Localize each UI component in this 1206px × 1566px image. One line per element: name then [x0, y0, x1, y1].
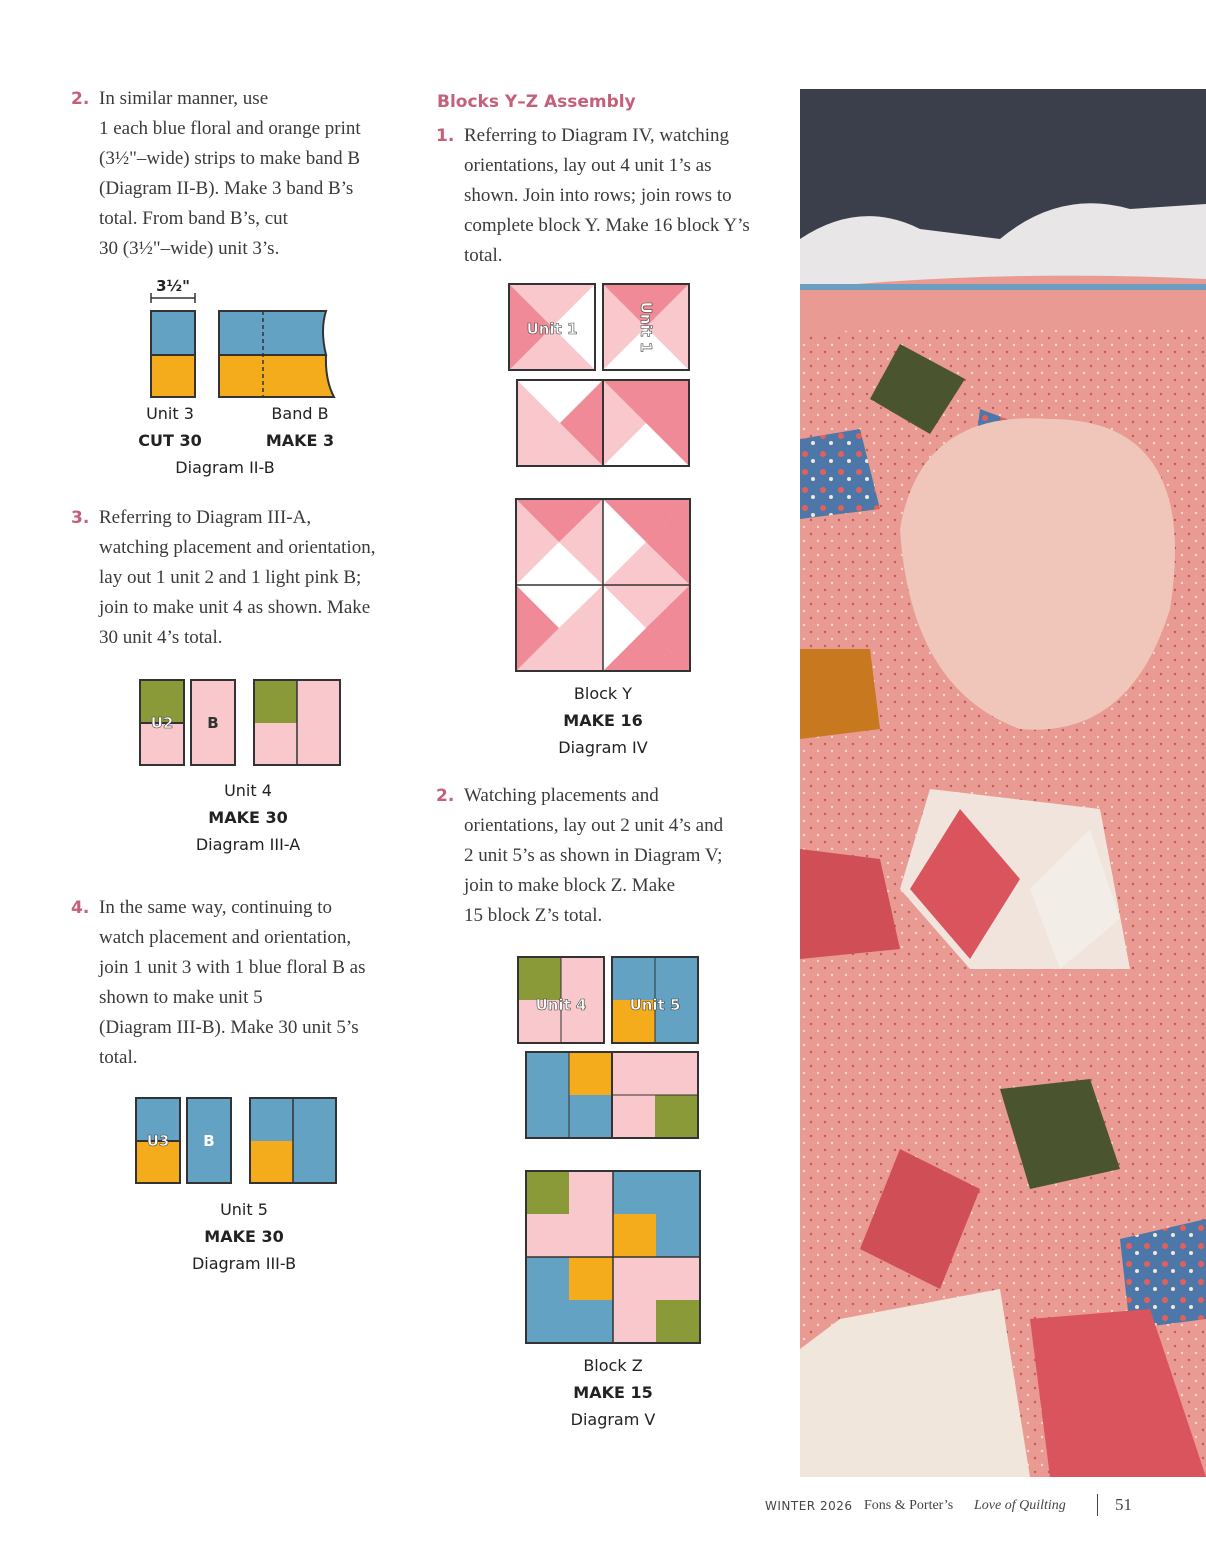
- diagram-iv-layout: [505, 280, 695, 472]
- caption-count: MAKE 3: [265, 431, 335, 450]
- unit3-blue: [151, 311, 195, 355]
- footer-season: WINTER 2026: [765, 1499, 853, 1513]
- diagram-title: Diagram II-B: [175, 458, 275, 477]
- step-text: Watching placements and orientations, lay out 2 unit 4’s and 2 unit 5’s as shown in Diagram V; join to make block Z. Make 15 block Z’s total.: [464, 785, 724, 926]
- step-3: [71, 503, 419, 653]
- step-number: 2.: [436, 786, 455, 806]
- step-number: 1.: [436, 126, 455, 146]
- caption-count: MAKE 15: [573, 1383, 653, 1402]
- unit3-orange: [151, 355, 195, 397]
- step-4: [71, 893, 419, 1073]
- footer-magazine-prefix: Fons & Porter’s: [864, 1498, 954, 1513]
- step-text: Referring to Diagram IV, watching orientations, lay out 4 unit 1’s as shown. Join into rows; join rows to complete block Y. Make 16 block Y’s total.: [464, 125, 750, 266]
- caption-unit3: [125, 400, 215, 454]
- step-number: 2.: [71, 89, 90, 109]
- block-z: [522, 1167, 704, 1347]
- caption-diagram-iii-a: [168, 777, 328, 858]
- step-number: 4.: [71, 898, 90, 918]
- footer-magazine-title: Love of Quilting: [974, 1498, 1066, 1513]
- diagram-iii-a: [135, 675, 345, 770]
- diagram-iii-b: [131, 1093, 341, 1188]
- caption-diagram-iv: [523, 680, 683, 761]
- caption-diagram-ii-b: [150, 454, 300, 481]
- unit1-rotated-label: Unit 1: [637, 301, 655, 353]
- step-text: In the same way, continuing to watch placement and orientation, join 1 unit 3 with 1 blue floral B as shown to make unit 5 (Diagram III-B). Make 30 unit 5’s total.: [99, 897, 366, 1068]
- unit4-label: Unit 4: [535, 996, 587, 1014]
- step-text: In similar manner, use 1 each blue floral and orange print (3½"–wide) strips to make band B (Diagram II-B). Make 3 band B’s total. From band B’s, cut 30 (3½"–wide) unit 3’s.: [99, 88, 361, 259]
- block-y: [512, 495, 694, 675]
- diagram-title: Diagram III-B: [191, 1254, 297, 1273]
- diagram-ii-b: [140, 275, 350, 405]
- caption-count: CUT 30: [138, 431, 202, 450]
- u2-label: U2: [150, 714, 174, 732]
- caption-block-label: Block Y: [573, 684, 633, 703]
- caption-unit-label: Band B: [271, 404, 329, 423]
- footer-divider: [1097, 1494, 1098, 1516]
- caption-bandb: [250, 400, 350, 454]
- diagram-v-layout: [513, 952, 703, 1144]
- b-label: B: [203, 1132, 215, 1150]
- diagram-title: Diagram IV: [558, 738, 648, 757]
- caption-block-label: Block Z: [583, 1356, 643, 1375]
- step-y-1: [436, 121, 784, 271]
- caption-unit-label: Unit 5: [220, 1200, 268, 1219]
- diagram-title: Diagram III-A: [195, 835, 301, 854]
- step-2: [71, 84, 419, 264]
- step-number: 3.: [71, 508, 90, 528]
- quilt-photo: [800, 89, 1206, 1477]
- quilt-photo-image: [800, 89, 1206, 1477]
- diagram-title: Diagram V: [570, 1410, 656, 1429]
- caption-diagram-iii-b: [164, 1196, 324, 1277]
- caption-count: MAKE 16: [563, 711, 643, 730]
- unit5-label: Unit 5: [629, 996, 681, 1014]
- u3-label: U3: [146, 1132, 170, 1150]
- bandb-orange: [219, 355, 334, 397]
- step-y-2: [436, 781, 784, 931]
- caption-unit-label: Unit 3: [146, 404, 194, 423]
- caption-count: MAKE 30: [208, 808, 288, 827]
- section-heading: Blocks Y–Z Assembly: [437, 92, 636, 112]
- step-text: Referring to Diagram III-A, watching placement and orientation, lay out 1 unit 2 and 1 light pink B; join to make unit 4 as shown. Make 30 unit 4’s total.: [99, 507, 376, 648]
- caption-diagram-v: [533, 1352, 693, 1433]
- caption-unit-label: Unit 4: [224, 781, 272, 800]
- page-number: 51: [1115, 1495, 1132, 1514]
- b-label: B: [207, 714, 219, 732]
- bandb-blue: [219, 311, 326, 355]
- unit1-label: Unit 1: [526, 320, 578, 338]
- caption-count: MAKE 30: [204, 1227, 284, 1246]
- dimension-label: 3½": [156, 277, 190, 295]
